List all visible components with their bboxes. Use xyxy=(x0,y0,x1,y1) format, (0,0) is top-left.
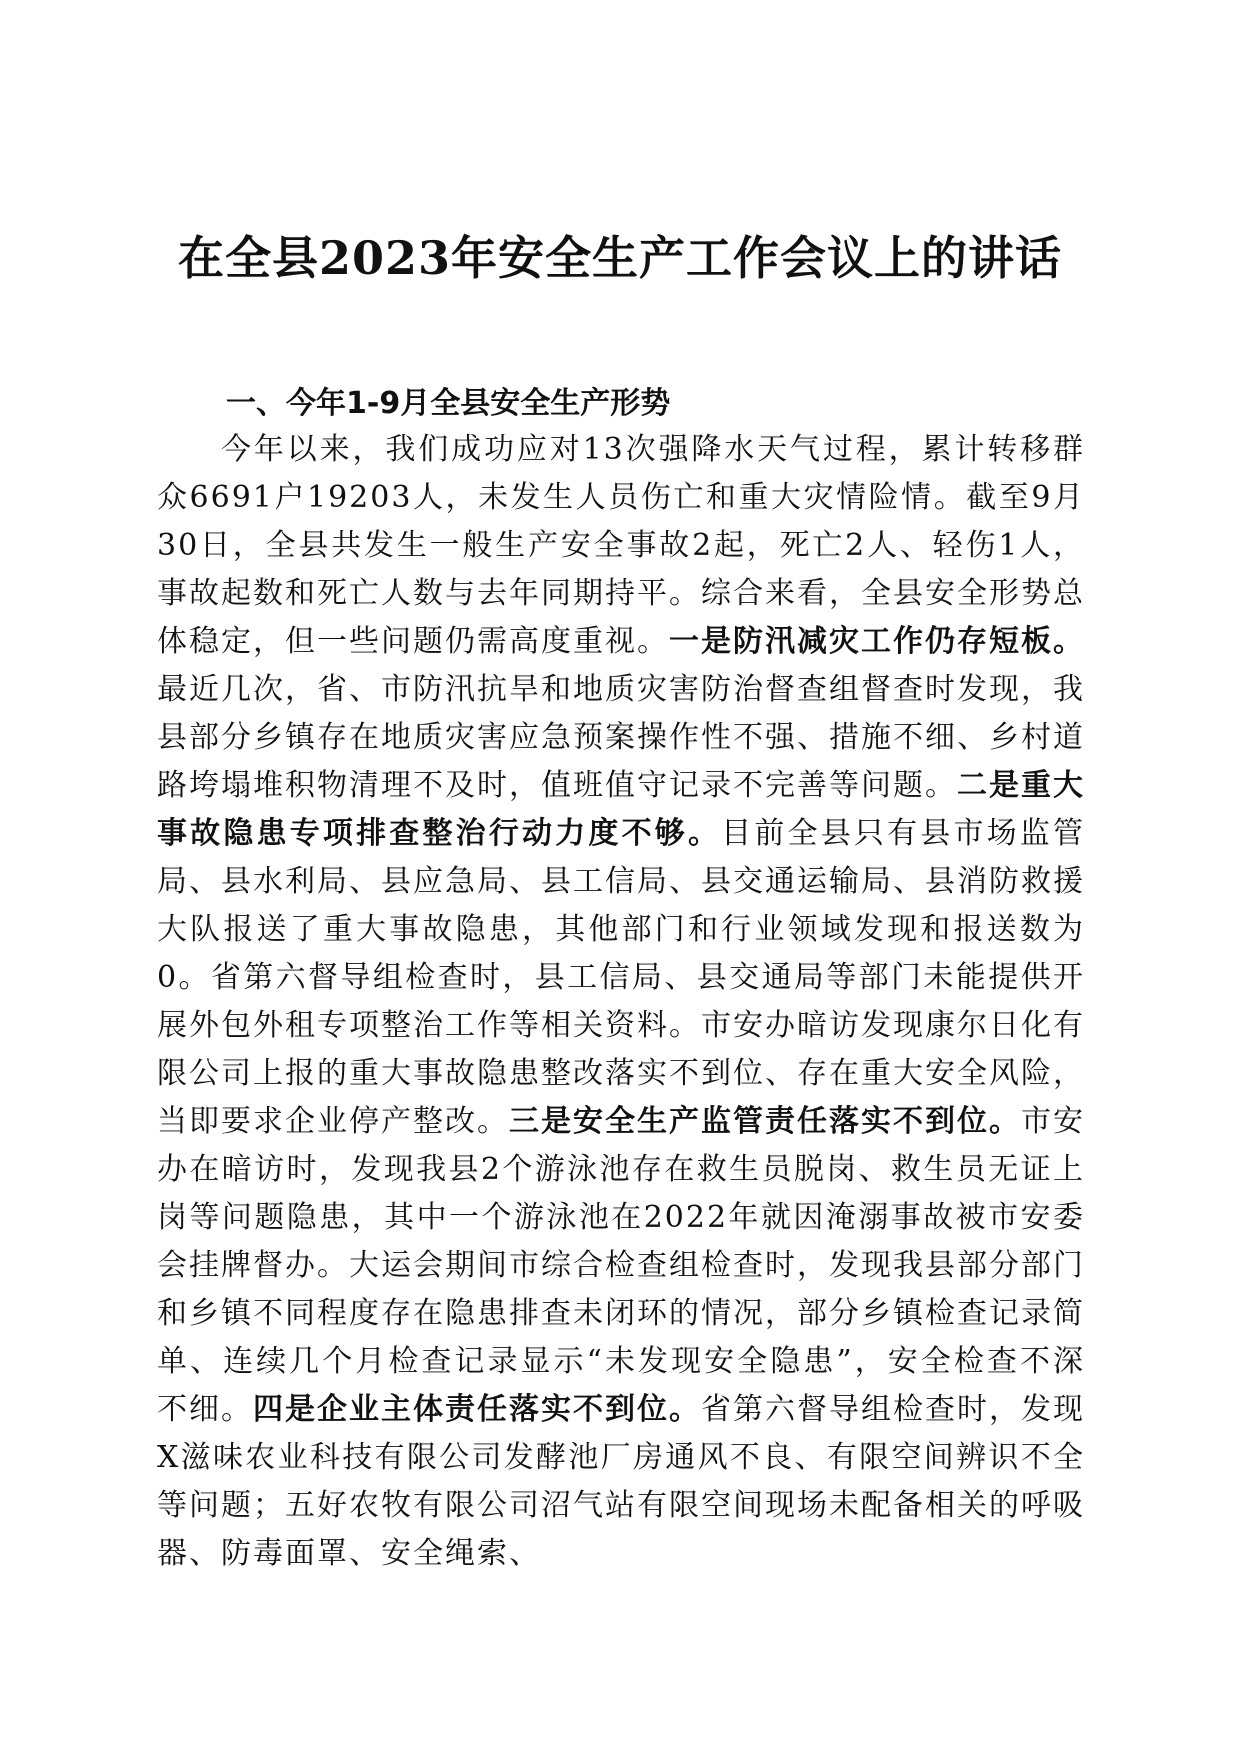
point4-text: 省第六督导组检查时，发现X滋味农业科技有限公司发酵池厂房通风不良、有限空间辨识不全等问题；五好农牧有限公司沼气站有限空间现场未配备相关的呼吸器、防毒面罩、安全绳索、 xyxy=(157,1392,1085,1571)
point4-heading: 四是企业主体责任落实不到位。 xyxy=(253,1392,701,1427)
point3-heading: 三是安全生产监管责任落实不到位。 xyxy=(509,1104,1021,1139)
point1-heading: 一是防汛减灾工作仍存短板。 xyxy=(669,624,1085,659)
point1-text: 最近几次，省、市防汛抗旱和地质灾害防治督查组督查时发现，我县部分乡镇存在地质灾害应急预案操作性不强、措施不细、乡村道路垮塌堆积物清理不及时，值班值守记录不完善等问题。 xyxy=(157,672,1085,803)
document-title: 在全县2023年安全生产工作会议上的讲话 xyxy=(177,231,1063,285)
intro-text: 今年以来，我们成功应对13次强降水天气过程，累计转移群众6691户19203人，未发生人员伤亡和重大灾情险情。截至9月30日，全县共发生一般生产安全事故2起，死亡2人、轻伤1人，事故起数和死亡人数与去年同期持平。综合来看，全县安全形势总体稳定，但一些问题仍需高度重视。 xyxy=(157,432,1085,659)
point2-text: 目前全县只有县市场监管局、县水利局、县应急局、县工信局、县交通运输局、县消防救援大队报送了重大事故隐患，其他部门和行业领域发现和报送数为0。省第六督导组检查时，县工信局、县交通局等部门未能提供开展外包外租专项整治工作等相关资料。市安办暗访发现康尔日化有限公司上报的重大事故隐患整改落实不到位、存在重大安全风险，当即要求企业停产整改。 xyxy=(157,816,1086,1139)
point3-text: 市安办在暗访时，发现我县2个游泳池存在救生员脱岗、救生员无证上岗等问题隐患，其中一个游泳池在2022年就因淹溺事故被市安委会挂牌督办。大运会期间市综合检查组检查时，发现我县部分部门和乡镇不同程度存在隐患排查未闭环的情况，部分乡镇检查记录简单、连续几个月检查记录显示“未发现安全隐患”，安全检查不深不细。 xyxy=(157,1104,1085,1427)
point2-heading: 二是重大事故隐患专项排查整治行动力度不够。 xyxy=(157,768,1085,851)
section-heading: 一、今年1-9月全县安全生产形势 xyxy=(226,386,671,421)
body-paragraph xyxy=(157,426,1085,1578)
